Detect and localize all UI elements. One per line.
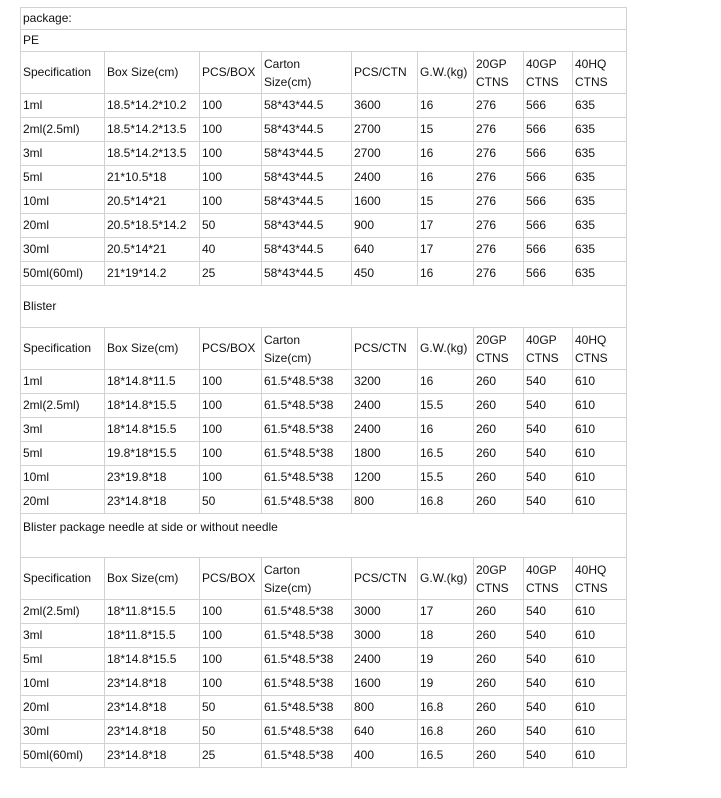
cell-40hq: 610 bbox=[573, 466, 627, 490]
cell-20gp: 260 bbox=[474, 696, 524, 720]
cell-gross-weight: 16 bbox=[418, 94, 474, 118]
cell-carton-size: 61.5*48.5*38 bbox=[262, 418, 352, 442]
cell-40hq: 610 bbox=[573, 696, 627, 720]
cell-carton-size: 61.5*48.5*38 bbox=[262, 466, 352, 490]
cell-pcs-box: 100 bbox=[200, 648, 262, 672]
cell-specification: 20ml bbox=[21, 214, 105, 238]
table-row bbox=[21, 190, 627, 214]
cell-20gp: 276 bbox=[474, 142, 524, 166]
cell-40gp: 566 bbox=[524, 190, 573, 214]
table-row bbox=[21, 672, 627, 696]
cell-carton-size: 61.5*48.5*38 bbox=[262, 490, 352, 514]
header-box-size: Box Size(cm) bbox=[105, 52, 200, 94]
header-gross-weight: G.W.(kg) bbox=[418, 52, 474, 94]
cell-specification: 3ml bbox=[21, 624, 105, 648]
table-row bbox=[21, 418, 627, 442]
cell-20gp: 260 bbox=[474, 490, 524, 514]
cell-40hq: 635 bbox=[573, 238, 627, 262]
cell-40gp: 566 bbox=[524, 214, 573, 238]
header-gross-weight: G.W.(kg) bbox=[418, 558, 474, 600]
cell-carton-size: 58*43*44.5 bbox=[262, 238, 352, 262]
cell-carton-size: 61.5*48.5*38 bbox=[262, 720, 352, 744]
cell-box-size: 23*19.8*18 bbox=[105, 466, 200, 490]
header-carton-size: Carton Size(cm) bbox=[262, 558, 352, 600]
cell-40hq: 635 bbox=[573, 166, 627, 190]
cell-pcs-ctn: 1600 bbox=[352, 672, 418, 696]
cell-box-size: 18*11.8*15.5 bbox=[105, 624, 200, 648]
cell-20gp: 260 bbox=[474, 744, 524, 768]
cell-40hq: 635 bbox=[573, 94, 627, 118]
cell-gross-weight: 15 bbox=[418, 118, 474, 142]
cell-20gp: 260 bbox=[474, 648, 524, 672]
section-title-row bbox=[21, 30, 627, 52]
cell-40gp: 540 bbox=[524, 466, 573, 490]
section-title-row bbox=[21, 514, 627, 558]
cell-carton-size: 61.5*48.5*38 bbox=[262, 744, 352, 768]
cell-40gp: 540 bbox=[524, 624, 573, 648]
cell-20gp: 260 bbox=[474, 466, 524, 490]
header-40gp-ctns: 40GP CTNS bbox=[524, 558, 573, 600]
cell-pcs-box: 100 bbox=[200, 672, 262, 696]
cell-20gp: 276 bbox=[474, 238, 524, 262]
cell-pcs-ctn: 800 bbox=[352, 696, 418, 720]
cell-specification: 5ml bbox=[21, 442, 105, 466]
cell-carton-size: 61.5*48.5*38 bbox=[262, 624, 352, 648]
cell-box-size: 20.5*14*21 bbox=[105, 190, 200, 214]
cell-40gp: 566 bbox=[524, 94, 573, 118]
cell-specification: 2ml(2.5ml) bbox=[21, 394, 105, 418]
cell-40hq: 610 bbox=[573, 370, 627, 394]
cell-pcs-ctn: 640 bbox=[352, 720, 418, 744]
cell-40hq: 610 bbox=[573, 490, 627, 514]
cell-gross-weight: 16 bbox=[418, 166, 474, 190]
cell-specification: 5ml bbox=[21, 648, 105, 672]
cell-40gp: 540 bbox=[524, 370, 573, 394]
header-row bbox=[21, 52, 627, 94]
cell-40gp: 540 bbox=[524, 442, 573, 466]
table-row bbox=[21, 94, 627, 118]
cell-carton-size: 61.5*48.5*38 bbox=[262, 672, 352, 696]
table-row bbox=[21, 466, 627, 490]
cell-box-size: 23*14.8*18 bbox=[105, 490, 200, 514]
cell-pcs-box: 50 bbox=[200, 720, 262, 744]
cell-40hq: 635 bbox=[573, 142, 627, 166]
cell-specification: 3ml bbox=[21, 418, 105, 442]
cell-20gp: 276 bbox=[474, 94, 524, 118]
cell-pcs-box: 100 bbox=[200, 370, 262, 394]
cell-gross-weight: 18 bbox=[418, 624, 474, 648]
header-carton-size: Carton Size(cm) bbox=[262, 328, 352, 370]
cell-pcs-box: 100 bbox=[200, 442, 262, 466]
header-40gp-ctns: 40GP CTNS bbox=[524, 328, 573, 370]
table-row bbox=[21, 370, 627, 394]
cell-40gp: 540 bbox=[524, 696, 573, 720]
cell-40hq: 610 bbox=[573, 624, 627, 648]
cell-40gp: 540 bbox=[524, 418, 573, 442]
cell-carton-size: 58*43*44.5 bbox=[262, 166, 352, 190]
cell-20gp: 260 bbox=[474, 600, 524, 624]
cell-specification: 10ml bbox=[21, 190, 105, 214]
cell-box-size: 18*14.8*15.5 bbox=[105, 394, 200, 418]
cell-gross-weight: 16 bbox=[418, 370, 474, 394]
cell-20gp: 260 bbox=[474, 624, 524, 648]
cell-box-size: 18*14.8*15.5 bbox=[105, 418, 200, 442]
cell-pcs-ctn: 2400 bbox=[352, 418, 418, 442]
cell-box-size: 18*14.8*11.5 bbox=[105, 370, 200, 394]
header-20gp-ctns: 20GP CTNS bbox=[474, 558, 524, 600]
cell-specification: 30ml bbox=[21, 238, 105, 262]
cell-40hq: 610 bbox=[573, 442, 627, 466]
cell-40hq: 610 bbox=[573, 394, 627, 418]
cell-pcs-ctn: 2700 bbox=[352, 118, 418, 142]
cell-specification: 2ml(2.5ml) bbox=[21, 600, 105, 624]
cell-pcs-ctn: 2700 bbox=[352, 142, 418, 166]
cell-carton-size: 61.5*48.5*38 bbox=[262, 370, 352, 394]
cell-specification: 50ml(60ml) bbox=[21, 744, 105, 768]
cell-40hq: 610 bbox=[573, 418, 627, 442]
header-pcs-box: PCS/BOX bbox=[200, 558, 262, 600]
cell-pcs-ctn: 450 bbox=[352, 262, 418, 286]
section-title: PE bbox=[21, 30, 627, 52]
cell-pcs-box: 40 bbox=[200, 238, 262, 262]
cell-40gp: 540 bbox=[524, 648, 573, 672]
header-pcs-ctn: PCS/CTN bbox=[352, 558, 418, 600]
cell-gross-weight: 16 bbox=[418, 418, 474, 442]
cell-box-size: 18*14.8*15.5 bbox=[105, 648, 200, 672]
cell-carton-size: 61.5*48.5*38 bbox=[262, 648, 352, 672]
package-title: package: bbox=[21, 8, 627, 30]
packing-table bbox=[20, 7, 627, 768]
table-row bbox=[21, 142, 627, 166]
cell-pcs-box: 100 bbox=[200, 394, 262, 418]
cell-40gp: 566 bbox=[524, 262, 573, 286]
cell-pcs-ctn: 3200 bbox=[352, 370, 418, 394]
cell-40gp: 540 bbox=[524, 490, 573, 514]
cell-20gp: 260 bbox=[474, 370, 524, 394]
header-pcs-box: PCS/BOX bbox=[200, 328, 262, 370]
cell-specification: 2ml(2.5ml) bbox=[21, 118, 105, 142]
cell-20gp: 260 bbox=[474, 720, 524, 744]
cell-specification: 20ml bbox=[21, 696, 105, 720]
cell-specification: 5ml bbox=[21, 166, 105, 190]
section-title-row bbox=[21, 286, 627, 328]
cell-20gp: 260 bbox=[474, 394, 524, 418]
cell-carton-size: 61.5*48.5*38 bbox=[262, 394, 352, 418]
cell-pcs-ctn: 1800 bbox=[352, 442, 418, 466]
header-row bbox=[21, 558, 627, 600]
cell-pcs-ctn: 2400 bbox=[352, 166, 418, 190]
cell-box-size: 20.5*14*21 bbox=[105, 238, 200, 262]
cell-pcs-box: 100 bbox=[200, 142, 262, 166]
cell-gross-weight: 19 bbox=[418, 648, 474, 672]
cell-pcs-ctn: 1200 bbox=[352, 466, 418, 490]
header-pcs-box: PCS/BOX bbox=[200, 52, 262, 94]
header-40gp-ctns: 40GP CTNS bbox=[524, 52, 573, 94]
cell-box-size: 18.5*14.2*13.5 bbox=[105, 118, 200, 142]
header-row bbox=[21, 328, 627, 370]
cell-gross-weight: 16.5 bbox=[418, 442, 474, 466]
cell-specification: 20ml bbox=[21, 490, 105, 514]
cell-box-size: 20.5*18.5*14.2 bbox=[105, 214, 200, 238]
cell-gross-weight: 16 bbox=[418, 262, 474, 286]
cell-pcs-box: 100 bbox=[200, 94, 262, 118]
cell-pcs-box: 100 bbox=[200, 600, 262, 624]
cell-40hq: 635 bbox=[573, 214, 627, 238]
cell-carton-size: 61.5*48.5*38 bbox=[262, 442, 352, 466]
cell-40gp: 540 bbox=[524, 744, 573, 768]
table-row bbox=[21, 720, 627, 744]
cell-20gp: 260 bbox=[474, 672, 524, 696]
cell-40hq: 610 bbox=[573, 648, 627, 672]
cell-40gp: 540 bbox=[524, 720, 573, 744]
cell-pcs-box: 100 bbox=[200, 118, 262, 142]
table-row bbox=[21, 744, 627, 768]
cell-specification: 10ml bbox=[21, 466, 105, 490]
cell-40gp: 566 bbox=[524, 166, 573, 190]
cell-pcs-box: 100 bbox=[200, 418, 262, 442]
cell-pcs-box: 25 bbox=[200, 744, 262, 768]
table-row bbox=[21, 166, 627, 190]
cell-gross-weight: 16.8 bbox=[418, 720, 474, 744]
cell-pcs-ctn: 900 bbox=[352, 214, 418, 238]
table-row bbox=[21, 214, 627, 238]
cell-gross-weight: 16.8 bbox=[418, 490, 474, 514]
header-20gp-ctns: 20GP CTNS bbox=[474, 52, 524, 94]
cell-pcs-box: 25 bbox=[200, 262, 262, 286]
table-row bbox=[21, 262, 627, 286]
packing-spec-sheet bbox=[20, 7, 627, 768]
header-box-size: Box Size(cm) bbox=[105, 558, 200, 600]
package-title-row bbox=[21, 8, 627, 30]
cell-carton-size: 58*43*44.5 bbox=[262, 118, 352, 142]
cell-specification: 10ml bbox=[21, 672, 105, 696]
cell-40hq: 610 bbox=[573, 600, 627, 624]
cell-40hq: 610 bbox=[573, 720, 627, 744]
cell-20gp: 276 bbox=[474, 190, 524, 214]
cell-box-size: 18.5*14.2*13.5 bbox=[105, 142, 200, 166]
cell-40gp: 566 bbox=[524, 142, 573, 166]
header-pcs-ctn: PCS/CTN bbox=[352, 328, 418, 370]
table-row bbox=[21, 624, 627, 648]
cell-pcs-ctn: 640 bbox=[352, 238, 418, 262]
header-specification: Specification bbox=[21, 558, 105, 600]
section-title: Blister bbox=[21, 286, 627, 328]
cell-40gp: 540 bbox=[524, 394, 573, 418]
cell-40hq: 635 bbox=[573, 262, 627, 286]
header-specification: Specification bbox=[21, 328, 105, 370]
header-specification: Specification bbox=[21, 52, 105, 94]
cell-20gp: 260 bbox=[474, 442, 524, 466]
header-40hq-ctns: 40HQ CTNS bbox=[573, 328, 627, 370]
table-row bbox=[21, 238, 627, 262]
header-gross-weight: G.W.(kg) bbox=[418, 328, 474, 370]
cell-carton-size: 58*43*44.5 bbox=[262, 94, 352, 118]
cell-40gp: 540 bbox=[524, 600, 573, 624]
cell-gross-weight: 16.5 bbox=[418, 744, 474, 768]
cell-pcs-ctn: 3600 bbox=[352, 94, 418, 118]
cell-carton-size: 61.5*48.5*38 bbox=[262, 600, 352, 624]
table-row bbox=[21, 600, 627, 624]
cell-gross-weight: 15 bbox=[418, 190, 474, 214]
cell-gross-weight: 17 bbox=[418, 600, 474, 624]
cell-20gp: 276 bbox=[474, 118, 524, 142]
cell-box-size: 23*14.8*18 bbox=[105, 720, 200, 744]
cell-box-size: 21*19*14.2 bbox=[105, 262, 200, 286]
cell-40hq: 610 bbox=[573, 744, 627, 768]
cell-box-size: 21*10.5*18 bbox=[105, 166, 200, 190]
header-20gp-ctns: 20GP CTNS bbox=[474, 328, 524, 370]
cell-specification: 3ml bbox=[21, 142, 105, 166]
table-row bbox=[21, 696, 627, 720]
cell-pcs-ctn: 800 bbox=[352, 490, 418, 514]
cell-gross-weight: 15.5 bbox=[418, 466, 474, 490]
cell-pcs-box: 50 bbox=[200, 214, 262, 238]
cell-40gp: 566 bbox=[524, 238, 573, 262]
cell-gross-weight: 19 bbox=[418, 672, 474, 696]
cell-pcs-ctn: 2400 bbox=[352, 394, 418, 418]
cell-20gp: 276 bbox=[474, 262, 524, 286]
cell-40gp: 540 bbox=[524, 672, 573, 696]
table-row bbox=[21, 394, 627, 418]
cell-gross-weight: 16.8 bbox=[418, 696, 474, 720]
cell-pcs-box: 50 bbox=[200, 490, 262, 514]
cell-specification: 1ml bbox=[21, 94, 105, 118]
header-box-size: Box Size(cm) bbox=[105, 328, 200, 370]
cell-carton-size: 58*43*44.5 bbox=[262, 214, 352, 238]
cell-40hq: 635 bbox=[573, 190, 627, 214]
cell-40gp: 566 bbox=[524, 118, 573, 142]
cell-pcs-ctn: 1600 bbox=[352, 190, 418, 214]
cell-pcs-box: 100 bbox=[200, 624, 262, 648]
cell-box-size: 18.5*14.2*10.2 bbox=[105, 94, 200, 118]
cell-pcs-ctn: 3000 bbox=[352, 624, 418, 648]
cell-pcs-box: 50 bbox=[200, 696, 262, 720]
cell-gross-weight: 15.5 bbox=[418, 394, 474, 418]
header-40hq-ctns: 40HQ CTNS bbox=[573, 558, 627, 600]
table-row bbox=[21, 442, 627, 466]
section-title: Blister package needle at side or without needle bbox=[21, 514, 627, 558]
cell-specification: 30ml bbox=[21, 720, 105, 744]
cell-pcs-ctn: 2400 bbox=[352, 648, 418, 672]
header-pcs-ctn: PCS/CTN bbox=[352, 52, 418, 94]
cell-gross-weight: 17 bbox=[418, 214, 474, 238]
cell-pcs-ctn: 3000 bbox=[352, 600, 418, 624]
cell-20gp: 276 bbox=[474, 166, 524, 190]
cell-pcs-ctn: 400 bbox=[352, 744, 418, 768]
cell-pcs-box: 100 bbox=[200, 166, 262, 190]
cell-carton-size: 61.5*48.5*38 bbox=[262, 696, 352, 720]
cell-specification: 1ml bbox=[21, 370, 105, 394]
cell-gross-weight: 16 bbox=[418, 142, 474, 166]
table-row bbox=[21, 490, 627, 514]
cell-box-size: 23*14.8*18 bbox=[105, 696, 200, 720]
cell-20gp: 260 bbox=[474, 418, 524, 442]
cell-box-size: 18*11.8*15.5 bbox=[105, 600, 200, 624]
header-carton-size: Carton Size(cm) bbox=[262, 52, 352, 94]
cell-carton-size: 58*43*44.5 bbox=[262, 190, 352, 214]
cell-carton-size: 58*43*44.5 bbox=[262, 142, 352, 166]
table-row bbox=[21, 118, 627, 142]
cell-pcs-box: 100 bbox=[200, 466, 262, 490]
cell-box-size: 19.8*18*15.5 bbox=[105, 442, 200, 466]
cell-40hq: 635 bbox=[573, 118, 627, 142]
cell-pcs-box: 100 bbox=[200, 190, 262, 214]
cell-20gp: 276 bbox=[474, 214, 524, 238]
cell-box-size: 23*14.8*18 bbox=[105, 744, 200, 768]
cell-specification: 50ml(60ml) bbox=[21, 262, 105, 286]
cell-box-size: 23*14.8*18 bbox=[105, 672, 200, 696]
header-40hq-ctns: 40HQ CTNS bbox=[573, 52, 627, 94]
cell-40hq: 610 bbox=[573, 672, 627, 696]
table-row bbox=[21, 648, 627, 672]
cell-gross-weight: 17 bbox=[418, 238, 474, 262]
cell-carton-size: 58*43*44.5 bbox=[262, 262, 352, 286]
